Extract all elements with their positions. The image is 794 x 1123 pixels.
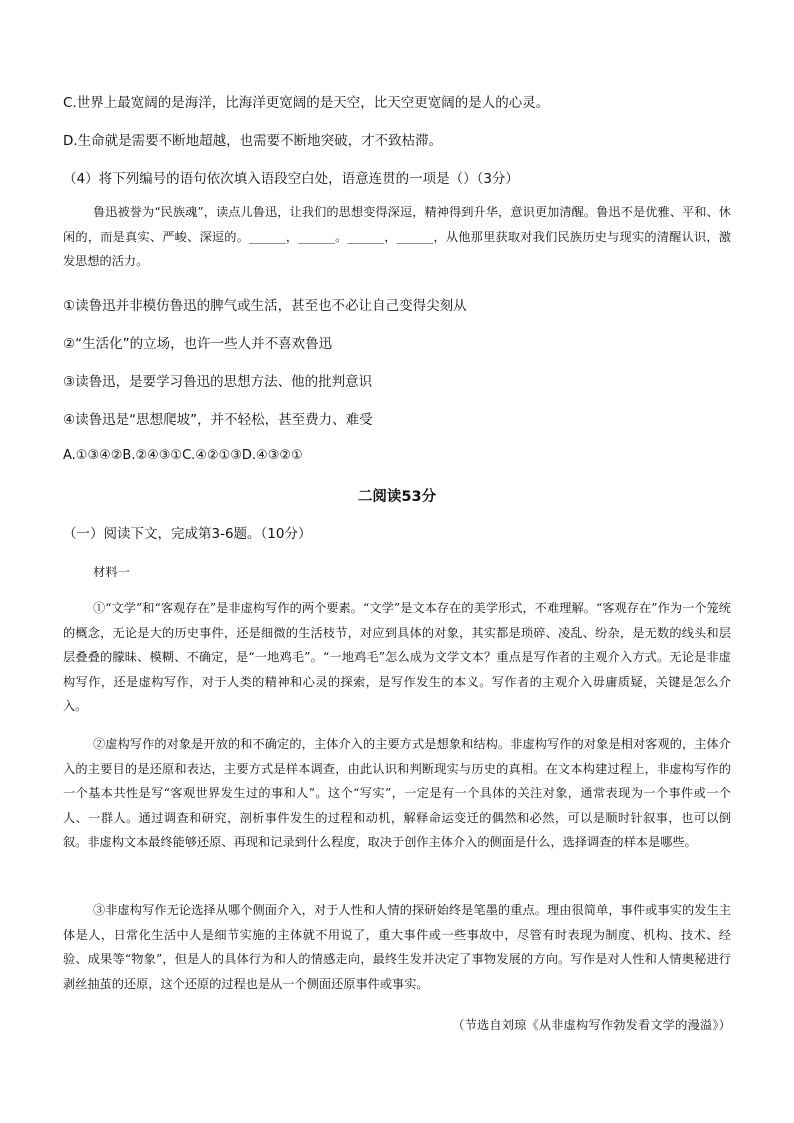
paragraph-2: ②虚构写作的对象是开放的和不确定的，主体介入的主要方式是想象和结构。非虚构写作的对象是相对客观的，主体介入的主要目的是还原和表达，主要方式是样本调查，由此认识和判断现实与历史的真相。在文本构建过程上，非虚构写作的一个基本共性是写“客观世界发生过的事和人”。这个“写实”，一定是有一个具体的关注对象，通常表现为一个事件或一个人、一群人。通过调查和研究，剖析事件发生的过程和动机，解释命运变迁的偶然和必然，可以是顺时针叙事，也可以倒叙。非虚构文本最终能够还原、再现和记录到什么程度，取决于创作主体介入的侧面是什么，选择调查的样本是哪些。: [63, 737, 731, 849]
sentence-2: ②“生活化”的立场，也许一些人并不喜欢鲁迅: [63, 336, 333, 352]
answer-choices: A.①③④②B.②④③①C.④②①③D.④③②①: [63, 448, 303, 463]
paragraph-1: ①“文学”和“客观存在”是非虚构写作的两个要素。“文学”是文本存在的美学形式，不难理解。“客观存在”作为一个笼统的概念，无论是大的历史事件，还是细微的生活枝节，对应到具体的对象，其实都是琐碎、凌乱、纷杂，是无数的线头和层层叠叠的朦昧、模糊、不确定，是“一地鸡毛”。“一地鸡毛”怎么成为文学文本？重点是写作者的主观介入方式。无论是非虚构写作，还是虚构写作，对于人类的精神和心灵的探索，是写作发生的本义。写作者的主观介入毋庸质疑，关键是怎么介入。: [63, 601, 731, 713]
question-4-passage: 鲁迅被誉为“民族魂”，读点儿鲁迅，让我们的思想变得深逗，精神得到升华，意识更加清醒。鲁迅不是优雅、平和、休闲的，而是真实、严峻、深逗的。______，______。______，______，从他那里获取对我们民族历史与现实的清醒认识，激发思想的活力。: [63, 205, 731, 268]
paragraph-3: ③非虚构写作无论选择从哪个侧面介入，对于人性和人情的探研始终是笔墨的重点。理由很简单，事件或事实的发生主体是人，日常化生活中人是细节实施的主体就不用说了，重大事件或一些事故中，尽管有时表现为制度、机构、技术、经验、成果等“物象”，但是人的具体行为和人的情感走向，最终生发并决定了事物发展的方向。写作是对人性和人情奥秘进行剥丝抽茧的还原，这个还原的过程也是从一个侧面还原事件或事实。: [63, 903, 731, 991]
sentence-3: ③读鲁迅，是要学习鲁迅的思想方法、他的批判意识: [63, 374, 373, 390]
section-title: 二阅读53分: [357, 489, 437, 505]
option-d: D.生命就是需要不断地超越，也需要不断地突破，才不致枯滞。: [63, 133, 443, 149]
section-subtitle: （一）阅读下文，完成第3-6题。（10分）: [63, 526, 312, 542]
material-label: 材料一: [93, 565, 131, 579]
option-c: C.世界上最宽阔的是海洋，比海洋更宽阔的是天空，比天空更宽阔的是人的心灵。: [63, 95, 550, 111]
sentence-4: ④读鲁迅是“思想爬坡”，并不轻松，甚至费力、难受: [63, 412, 373, 428]
sentence-1: ①读鲁迅并非模仿鲁迅的脾气或生活，甚至也不必让自己变得尖刻从: [63, 298, 467, 314]
question-4-prompt: （4）将下列编号的语句依次填入语段空白处，语意连贯的一项是（）（3分）: [63, 171, 519, 187]
source-citation: （节选自刘琼《从非虚构写作勃发看文学的漫溢》）: [452, 1018, 731, 1032]
